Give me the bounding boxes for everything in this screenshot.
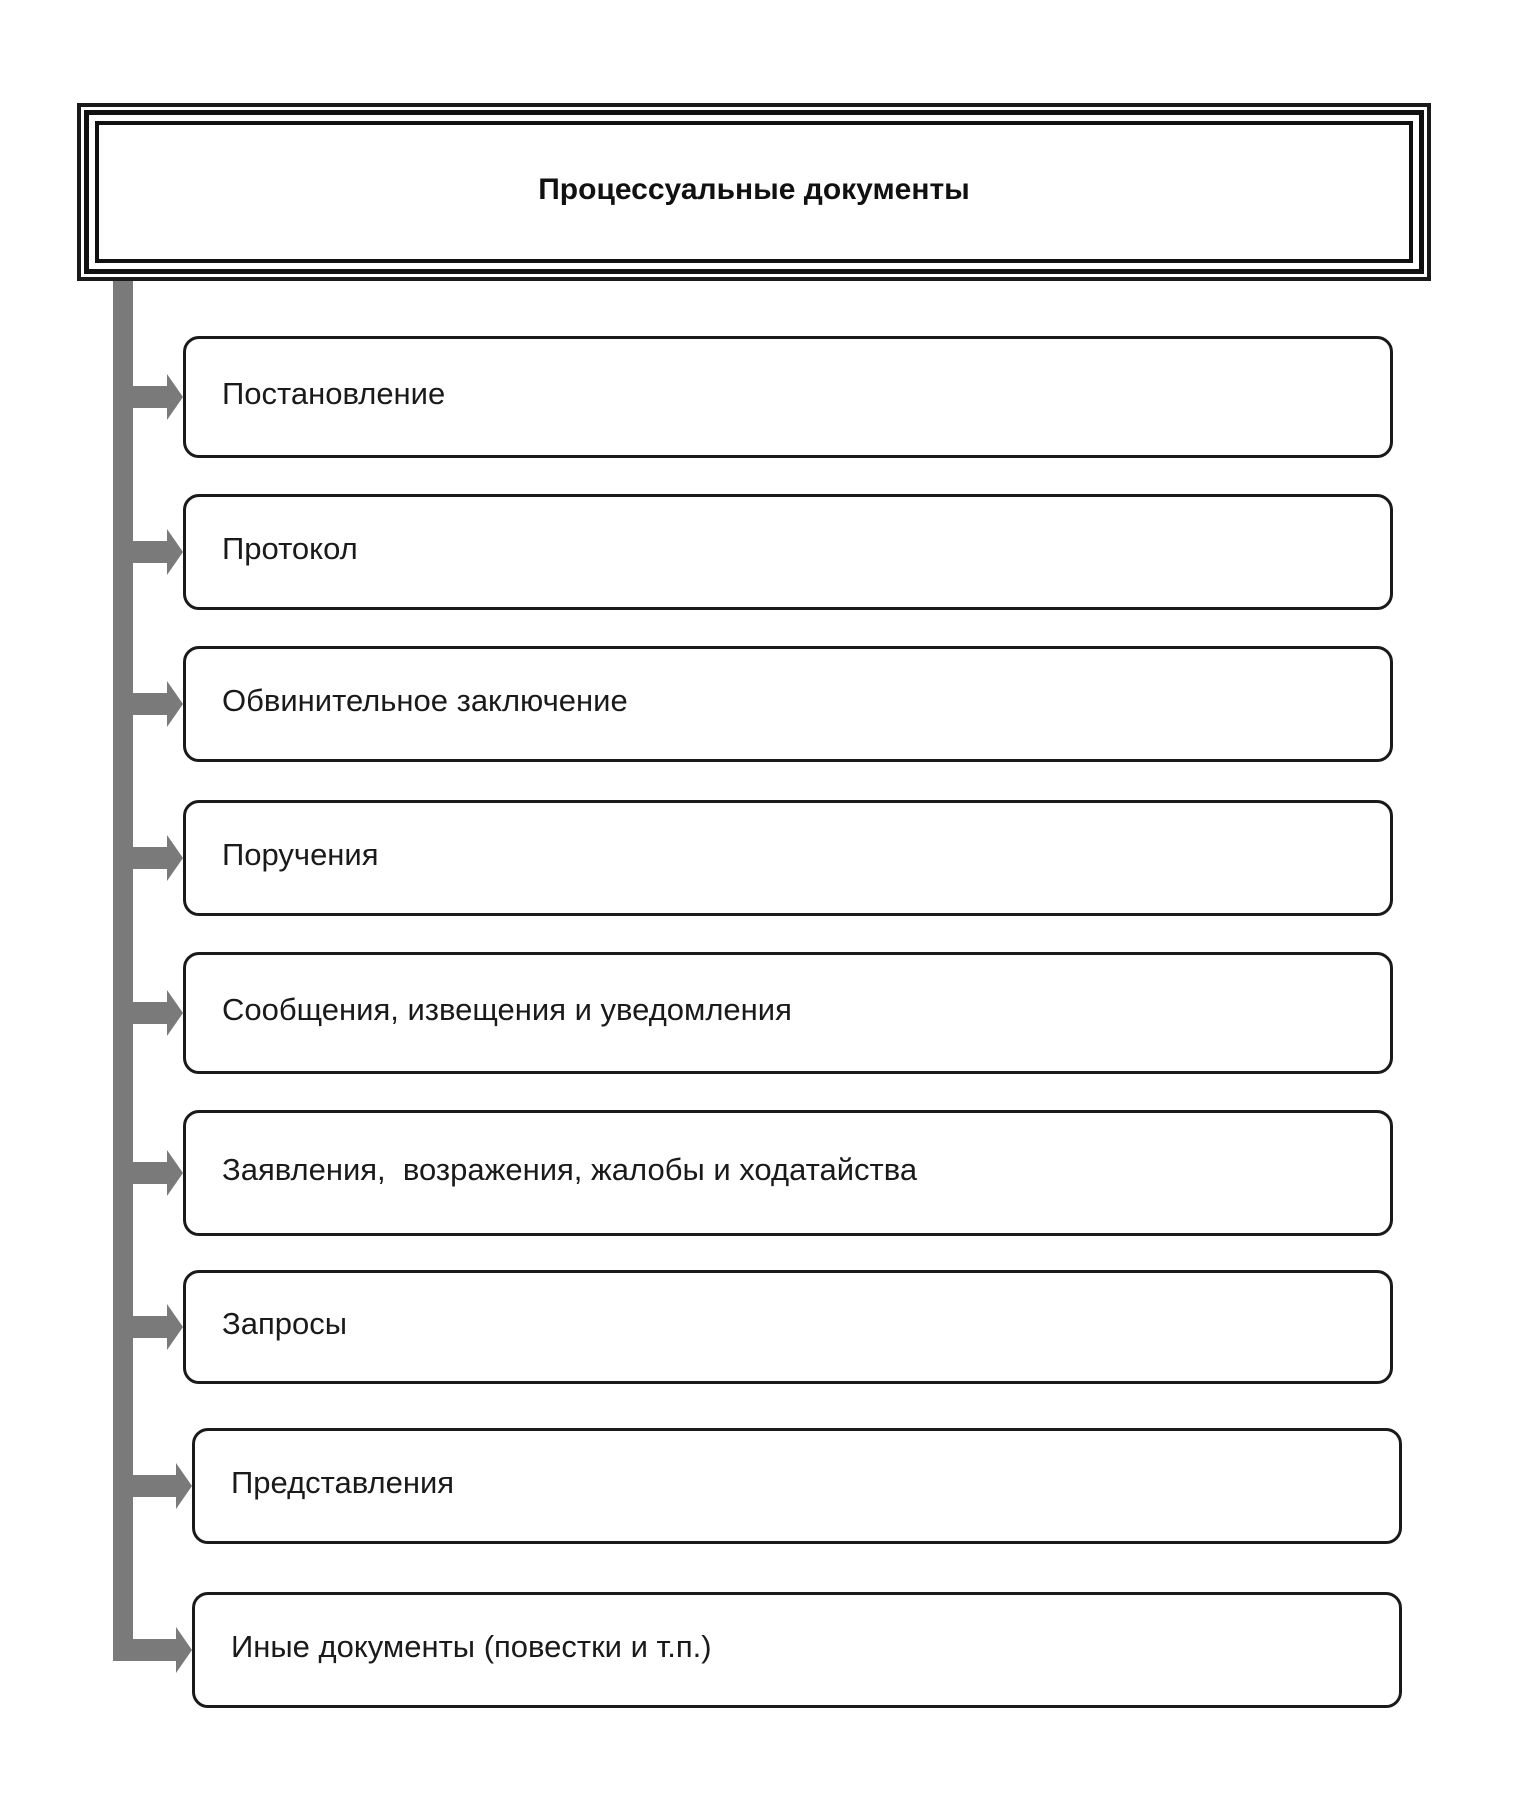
child-node-protokol [183,494,1393,610]
child-node-label: Заявления, возражения, жалобы и ходатайства [222,1152,918,1187]
root-node-inner [95,121,1413,263]
child-node-soobshcheniya [183,952,1393,1074]
child-node-label: Запросы [222,1306,348,1341]
child-node-label: Протокол [222,531,358,566]
child-node-label: Обвинительное заключение [222,683,628,718]
child-node-obvinitelnoe-zaklyuchenie [183,646,1393,762]
child-node-label: Представления [231,1465,455,1500]
child-node-porucheniya [183,800,1393,916]
connector-trunk [113,270,133,1647]
child-node-label: Постановление [222,376,446,411]
child-node-zaprosy [183,1270,1393,1384]
root-node [84,110,1424,274]
child-node-inye-dokumenty [192,1592,1402,1708]
child-node-label: Иные документы (повестки и т.п.) [231,1629,712,1664]
root-node-title: Процессуальные документы [538,173,970,206]
child-node-predstavleniya [192,1428,1402,1544]
child-node-postanovlenie [183,336,1393,458]
child-node-label: Сообщения, извещения и уведомления [222,992,792,1027]
child-node-label: Поручения [222,837,379,872]
child-node-zayavleniya [183,1110,1393,1236]
